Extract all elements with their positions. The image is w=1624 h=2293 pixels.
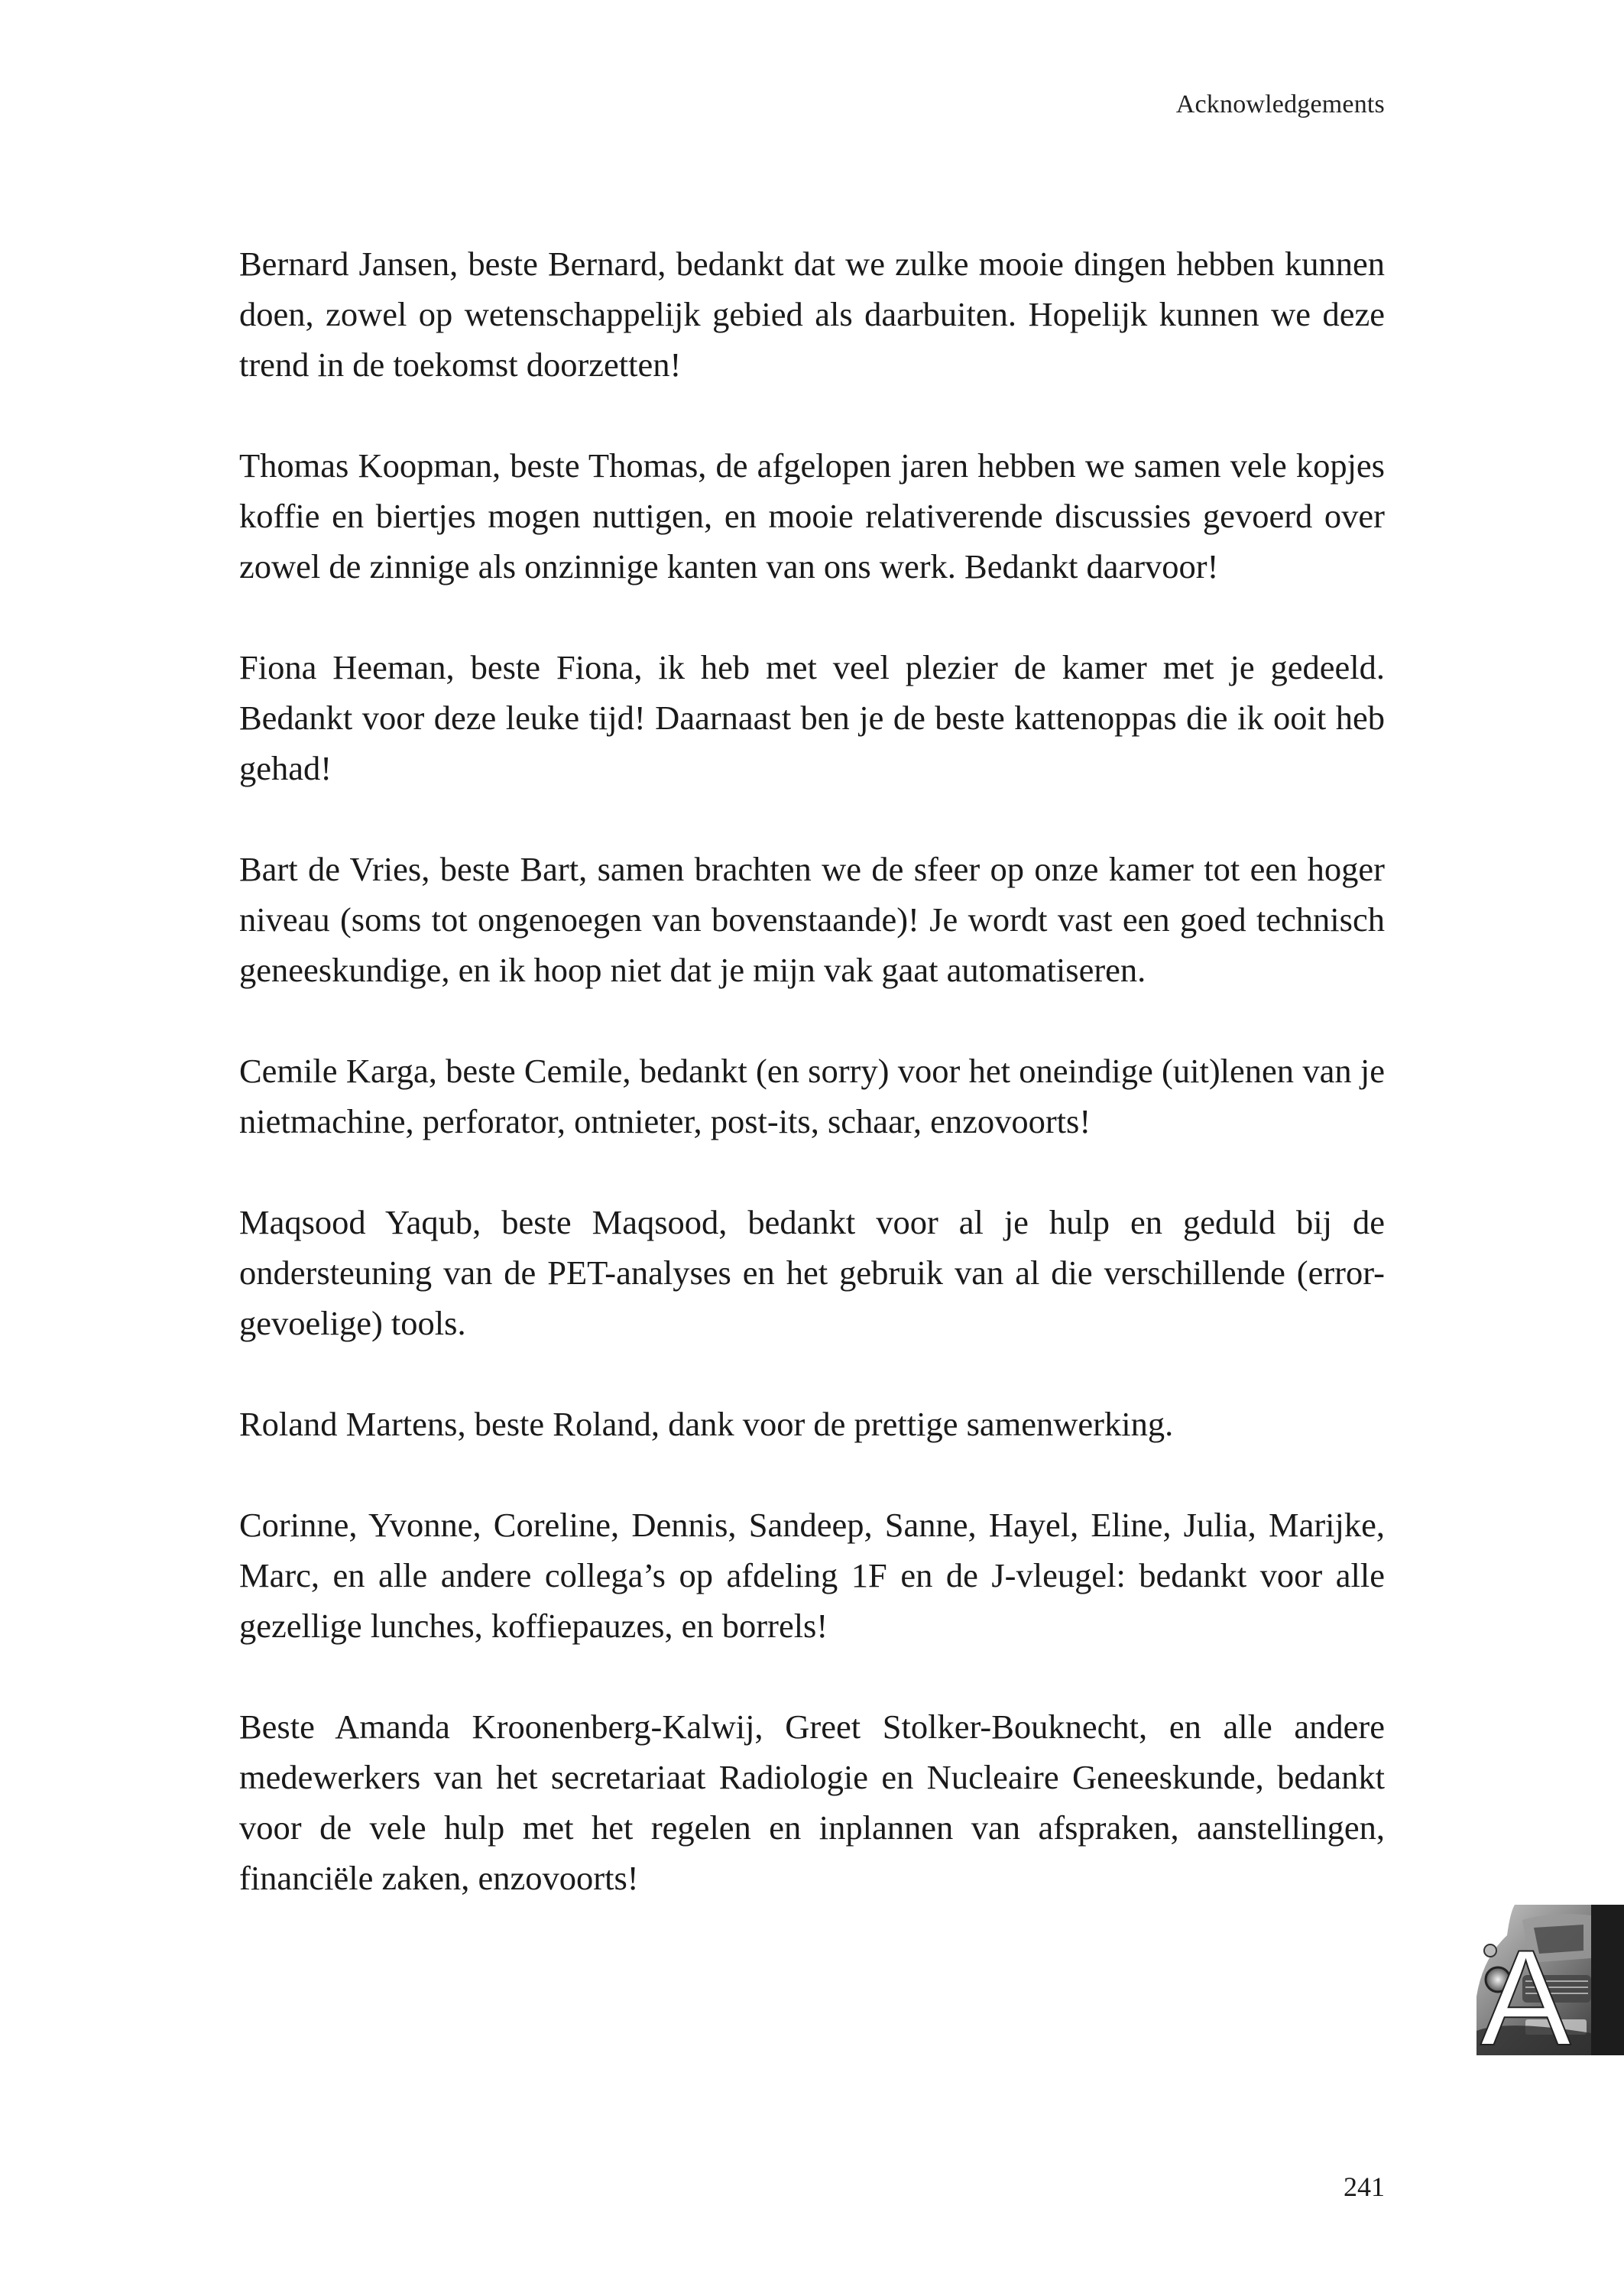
paragraph-cemile-karga: Cemile Karga, beste Cemile, bedankt (en sorry) voor het oneindige (uit)lenen van je nietmachine, perforator, ontnieter, post-its, schaar, enzovoorts! — [239, 1052, 1385, 1140]
page-number: 241 — [1344, 2171, 1385, 2202]
thumb-tab-letter: A — [1480, 1922, 1571, 2055]
car-photo-icon — [1477, 1905, 1624, 2055]
paragraph-thomas-koopman: Thomas Koopman, beste Thomas, de afgelopen jaren hebben we samen vele kopjes koffie en biertjes mogen nuttigen, en mooie relativerende discussies gevoerd over zowel de zinnige als onzinnige kanten van ons werk. Bedankt daarvoor! — [239, 446, 1385, 585]
paragraph-colleagues: Corinne, Yvonne, Coreline, Dennis, Sandeep, Sanne, Hayel, Eline, Julia, Marijke, Marc, en alle andere collega’s op afdeling 1F en de J-vleugel: bedankt voor alle gezellige lunches, koffiepauzes, en borrels! — [239, 1506, 1385, 1645]
chapter-thumb-tab — [1477, 1905, 1624, 2055]
paragraph-fiona-heeman: Fiona Heeman, beste Fiona, ik heb met veel plezier de kamer met je gedeeld. Bedankt voor deze leuke tijd! Daarnaast ben je de beste kattenoppas die ik ooit heb gehad! — [239, 648, 1385, 787]
paragraph-secretariat: Beste Amanda Kroonenberg-Kalwij, Greet Stolker-Bouknecht, en alle andere medewerkers van het secretariaat Radiologie en Nucleaire Geneeskunde, bedankt voor de vele hulp met het regelen en inplannen van afspraken, aanstellingen, financiële zaken, enzovoorts! — [239, 1708, 1385, 1897]
running-header-title: Acknowledgements — [1175, 90, 1385, 118]
paragraph-roland-martens: Roland Martens, beste Roland, dank voor de prettige samenwerking. — [239, 1405, 1174, 1443]
paragraph-maqsood-yaqub: Maqsood Yaqub, beste Maqsood, bedankt voor al je hulp en geduld bij de ondersteuning van de PET-analyses en het gebruik van al die verschillende (error-gevoelige) tools. — [239, 1203, 1385, 1342]
acknowledgements-body — [239, 238, 1385, 1903]
paragraph-bart-de-vries: Bart de Vries, beste Bart, samen brachten we de sfeer op onze kamer tot een hoger niveau (soms tot ongenoegen van bovenstaande)! Je wordt vast een goed technisch geneeskundige, en ik hoop niet dat je mijn vak gaat automatiseren. — [239, 850, 1385, 989]
paragraph-bernard-jansen: Bernard Jansen, beste Bernard, bedankt dat we zulke mooie dingen hebben kunnen doen, zowel op wetenschappelijk gebied als daarbuiten. Hopelijk kunnen we deze trend in de toekomst doorzetten! — [239, 245, 1385, 384]
